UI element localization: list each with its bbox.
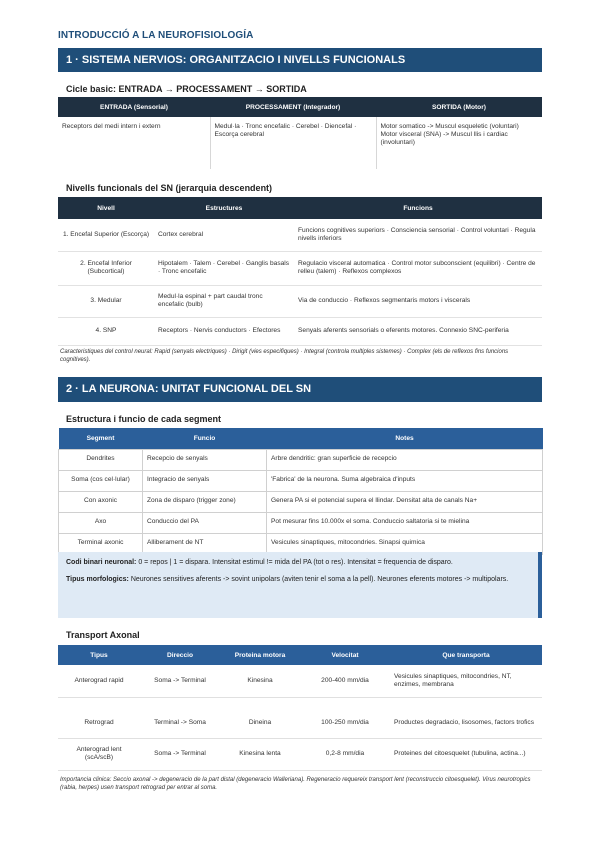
- table-row: [59, 533, 543, 554]
- structure-table: [58, 428, 543, 555]
- level-name: 3. Medular: [58, 285, 154, 317]
- morphological-types-label: Tipus morfologics:: [66, 576, 129, 584]
- level-functions: Via de conduccio · Reflexos segmentaris motors i viscerals: [294, 285, 542, 317]
- transport-speed: 100-250 mm/dia: [300, 708, 390, 738]
- transport-header: Direccio: [140, 645, 220, 665]
- level-name: 4. SNP: [58, 317, 154, 345]
- table-row: [58, 665, 542, 697]
- structure-heading: Estructura i funcio de cada segment: [66, 414, 222, 424]
- cycle-heading: Cicle basic: ENTRADA → PROCESSAMENT → SORTIDA: [66, 84, 307, 94]
- morphological-types-text: Neurones sensitives aferents -> sovint unipolars (aviten tenir el soma a la pell). Neurones eferents motores -> multipolars.: [128, 576, 509, 584]
- transport-type: Retrograd: [58, 708, 140, 738]
- cycle-header: SORTIDA (Motor): [376, 97, 542, 117]
- level-functions: Funcions cognitives superiors · Consciencia sensorial · Control voluntari · Regula nivells inferiors: [294, 219, 542, 251]
- transport-heading: Transport Axonal: [66, 630, 140, 640]
- transport-header: Velocitat: [300, 645, 390, 665]
- segment-name: Con axonic: [59, 491, 143, 512]
- section-1-title: 1 · SISTEMA NERVIOS: ORGANITZACIO I NIVELLS FUNCIONALS: [58, 48, 542, 72]
- table-row: [59, 491, 543, 512]
- table-row: [58, 285, 542, 317]
- structure-header: Notes: [267, 428, 543, 449]
- segment-function: Alliberament de NT: [143, 533, 267, 554]
- transport-cargo: Vesicules sinaptiques, mitocondries, NT, enzimes, membrana: [390, 665, 542, 697]
- segment-function: Recepcio de senyals: [143, 449, 267, 470]
- level-structures: Receptors · Nervis conductors · Efectores: [154, 317, 294, 345]
- level-functions: Regulacio visceral automatica · Control motor subconscient (equilibri) · Centre de relleu (talem) · Reflexos complexos: [294, 251, 542, 285]
- cycle-table: [58, 97, 542, 169]
- table-row: [58, 251, 542, 285]
- level-name: 1. Encefal Superior (Escorça): [58, 219, 154, 251]
- table-row: [59, 449, 543, 470]
- cycle-cell-processing: Medul·la · Tronc encefalic · Cerebel · Diencefal · Escorça cerebral: [210, 117, 376, 169]
- cycle-header: PROCESSAMENT (Integrador): [210, 97, 376, 117]
- transport-cargo: Proteines del citoesquelet (tubulina, actina...): [390, 738, 542, 770]
- cycle-cell-output: Motor somatico -> Muscul esqueletic (voluntari) Motor visceral (SNA) -> Muscul llis i cardiac (involuntari): [380, 123, 519, 147]
- levels-heading: Nivells funcionals del SN (jerarquia descendent): [66, 183, 273, 193]
- segment-notes: Vesicules sinaptiques, mitocondries. Sinapsi quimica: [267, 533, 543, 554]
- transport-motor-protein: Dineina: [220, 708, 300, 738]
- document-title: INTRODUCCIÓ A LA NEUROFISIOLOGÍA: [58, 30, 254, 41]
- segment-function: Conduccio del PA: [143, 512, 267, 533]
- transport-direction: Terminal -> Soma: [140, 708, 220, 738]
- segment-notes: Pot mesurar fins 10.000x el soma. Conduccio saltatoria si te mielina: [267, 512, 543, 533]
- segment-function: Zona de disparo (trigger zone): [143, 491, 267, 512]
- transport-type: Anterograd rapid: [58, 665, 140, 697]
- transport-table: [58, 645, 542, 698]
- level-structures: Medul·la espinal + part caudal tronc encefalic (bulb): [154, 285, 294, 317]
- structure-header: Funcio: [143, 428, 267, 449]
- level-name: 2. Encefal Inferior (Subcortical): [58, 251, 154, 285]
- section-2-title: 2 · LA NEURONA: UNITAT FUNCIONAL DEL SN: [58, 377, 542, 402]
- transport-header: Que transporta: [390, 645, 542, 665]
- levels-header: Nivell: [58, 197, 154, 219]
- segment-name: Dendrites: [59, 449, 143, 470]
- transport-speed: 200-400 mm/dia: [300, 665, 390, 697]
- structure-header: Segment: [59, 428, 143, 449]
- levels-header: Funcions: [294, 197, 542, 219]
- transport-header: Tipus: [58, 645, 140, 665]
- transport-header: Proteina motora: [220, 645, 300, 665]
- clinical-importance-note: Importancia clinica: Seccio axonal -> degeneracio de la part distal (degeneracio Walleriana). Regeneracio requereix transport lent (reconstruccio citoesquelet). Virus neurotropics (rabia, herpes) usen transport retrograd per entrar al soma.: [60, 777, 531, 792]
- level-functions: Senyals aferents sensorials o eferents motores. Connexio SNC-periferia: [294, 317, 542, 345]
- transport-motor-protein: Kinesina: [220, 665, 300, 697]
- table-row: [58, 738, 542, 770]
- transport-table-continued: [58, 708, 542, 771]
- table-row: [59, 512, 543, 533]
- levels-header: Estructures: [154, 197, 294, 219]
- table-row: [58, 219, 542, 251]
- neuron-info-box: [58, 552, 542, 618]
- segment-name: Terminal axonic: [59, 533, 143, 554]
- cycle-cell-input: Receptors del medi intern i extern: [58, 117, 210, 169]
- binary-code-label: Codi binari neuronal:: [66, 559, 137, 566]
- segment-function: Integracio de senyals: [143, 470, 267, 491]
- segment-notes: Genera PA si el potencial supera el llindar. Densitat alta de canals Na+: [267, 491, 543, 512]
- binary-code-text: 0 = repos | 1 = dispara. Intensitat estimul != mida del PA (tot o res). Intensitat = frequencia de disparo.: [136, 559, 453, 566]
- control-characteristics-note: Caracteristiques del control neural: Rapid (senyals electriques) · Dirigit (vies especifiques) · Integral (controla multiples sistemes) · Complex (els de reflexos fins funcions cognitives).: [60, 349, 509, 364]
- table-row: [58, 708, 542, 738]
- transport-cargo: Productes degradacio, lisosomes, factors trofics: [390, 708, 542, 738]
- level-structures: Hipotalem · Talem · Cerebel · Ganglis basals · Tronc encefalic: [154, 251, 294, 285]
- transport-type: Anterograd lent (scA/scB): [58, 738, 140, 770]
- cycle-header: ENTRADA (Sensorial): [58, 97, 210, 117]
- segment-name: Axo: [59, 512, 143, 533]
- level-structures: Cortex cerebral: [154, 219, 294, 251]
- segment-name: Soma (cos cel·lular): [59, 470, 143, 491]
- segment-notes: Arbre dendritic: gran superficie de recepcio: [267, 449, 543, 470]
- levels-table: [58, 197, 542, 346]
- table-row: [58, 317, 542, 345]
- transport-motor-protein: Kinesina lenta: [220, 738, 300, 770]
- table-row: [59, 470, 543, 491]
- transport-direction: Soma -> Terminal: [140, 738, 220, 770]
- transport-direction: Soma -> Terminal: [140, 665, 220, 697]
- transport-speed: 0,2-8 mm/dia: [300, 738, 390, 770]
- segment-notes: 'Fabrica' de la neurona. Suma algebraica d'inputs: [267, 470, 543, 491]
